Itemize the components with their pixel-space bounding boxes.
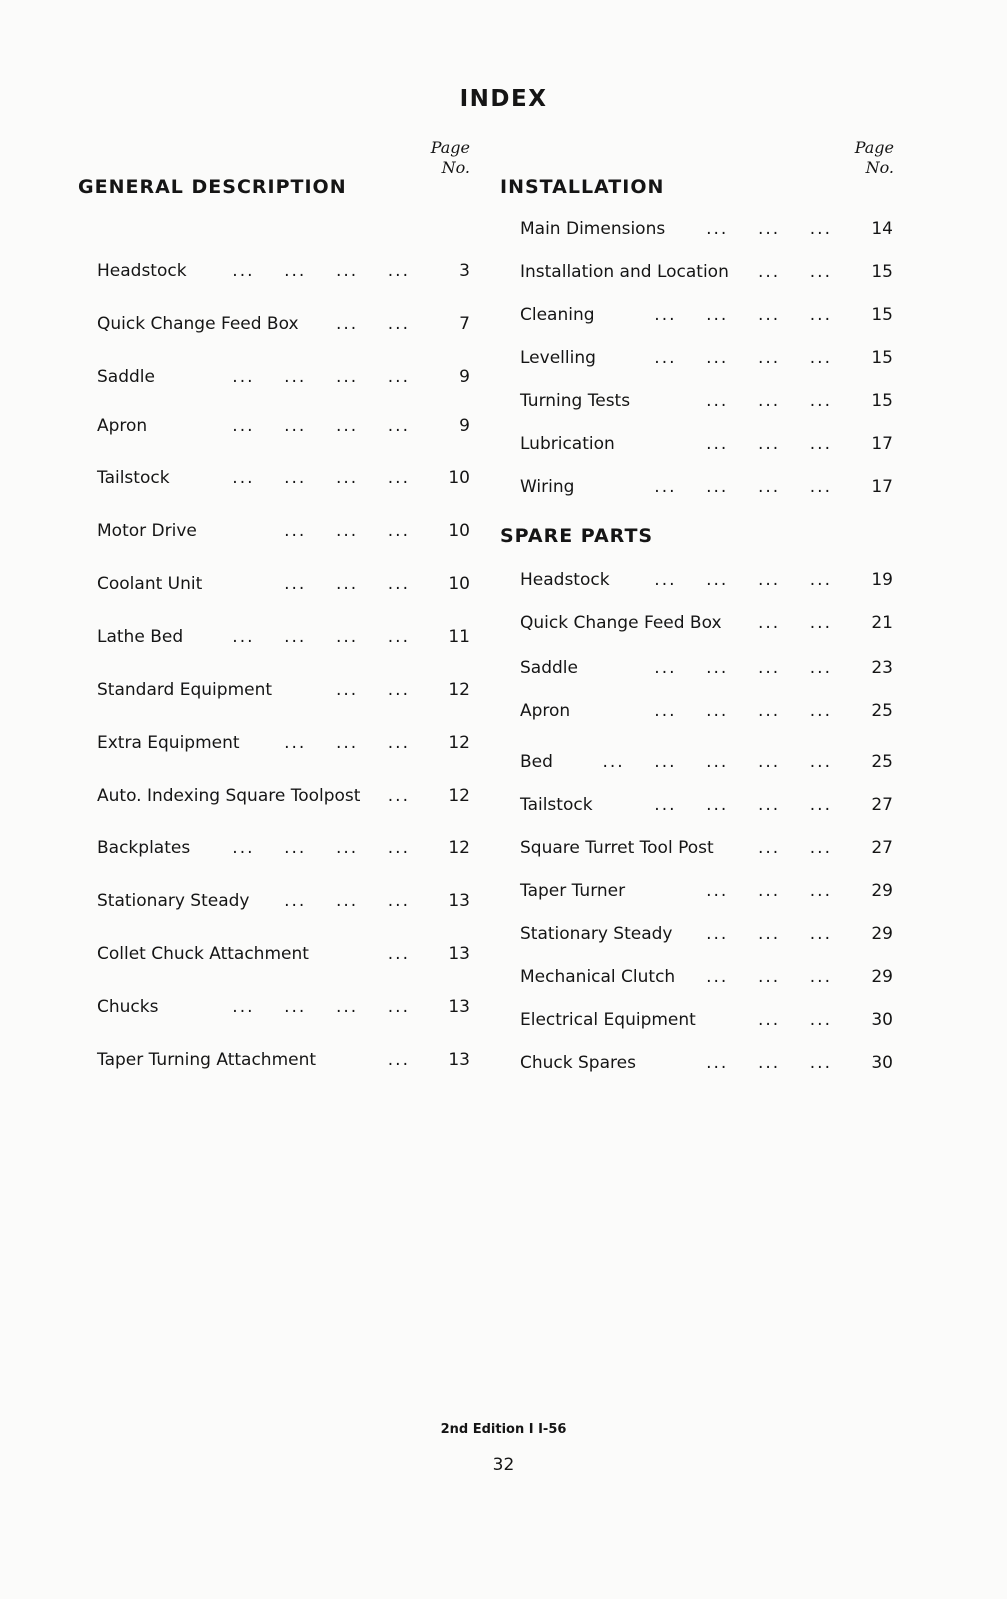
entry-page-number: 25 [871,701,893,721]
entry-page-number: 14 [871,219,893,239]
entry-page-number: 27 [871,795,893,815]
entry-page-number: 21 [871,613,893,633]
index-entry [97,890,470,912]
entry-label: Quick Change Feed Box [520,613,722,633]
page-header-line2: No. [441,158,470,177]
index-entry [97,837,470,859]
entry-leader-dots: ... ... ... [706,219,832,239]
entry-page-number: 27 [871,838,893,858]
index-entry [97,573,470,595]
entry-leader-dots: ... ... [757,1010,832,1030]
index-entry [520,794,893,816]
entry-label: Standard Equipment [97,680,273,700]
entry-leader-dots: ... ... [335,314,410,334]
entry-page-number: 11 [448,627,470,647]
entry-label: Taper Turner [520,881,626,901]
entry-page-number: 9 [459,367,470,387]
entry-page-number: 17 [871,434,893,454]
index-entry [97,415,470,437]
index-entry [97,366,470,388]
index-entry [520,700,893,722]
index-entry [520,751,893,773]
entry-page-number: 23 [871,658,893,678]
index-entry [97,313,470,335]
entry-label: Stationary Steady [520,924,673,944]
entry-leader-dots: ... ... ... [706,881,832,901]
entry-leader-dots: ... [387,786,410,806]
entry-label: Lathe Bed [97,627,184,647]
entry-page-number: 29 [871,967,893,987]
entry-page-number: 17 [871,477,893,497]
entry-page-number: 13 [448,1050,470,1070]
entry-page-number: 13 [448,944,470,964]
entry-page-number: 10 [448,521,470,541]
entry-leader-dots: ... ... [757,838,832,858]
entry-leader-dots: ... ... ... ... [232,261,410,281]
page-title: INDEX [459,86,548,112]
entry-label: Collet Chuck Attachment [97,944,309,964]
entry-label: Levelling [520,348,596,368]
entry-page-number: 9 [459,416,470,436]
entry-label: Backplates [97,838,191,858]
entry-leader-dots: ... ... ... [284,574,410,594]
section-heading-general-description: GENERAL DESCRIPTION [78,176,347,198]
entry-page-number: 13 [448,891,470,911]
index-entry [97,679,470,701]
entry-leader-dots: ... ... [335,680,410,700]
entry-page-number: 12 [448,733,470,753]
entry-label: Coolant Unit [97,574,203,594]
entry-label: Main Dimensions [520,219,666,239]
entry-label: Saddle [97,367,155,387]
section-heading-installation: INSTALLATION [500,176,665,198]
entry-label: Quick Change Feed Box [97,314,299,334]
index-entry [520,433,893,455]
index-entry [97,943,470,965]
index-entry [520,880,893,902]
entry-label: Extra Equipment [97,733,240,753]
entry-page-number: 30 [871,1053,893,1073]
entry-leader-dots: ... [387,944,410,964]
entry-leader-dots: ... ... ... ... [232,627,410,647]
page-no-header-right [824,138,894,178]
entry-page-number: 25 [871,752,893,772]
index-entry [520,923,893,945]
entry-label: Headstock [97,261,187,281]
entry-leader-dots: ... ... ... ... [232,416,410,436]
entry-leader-dots: ... ... [757,613,832,633]
entry-page-number: 19 [871,570,893,590]
index-entry [520,966,893,988]
index-entry [97,785,470,807]
entry-leader-dots: ... ... ... [706,391,832,411]
entry-leader-dots: ... ... ... [706,924,832,944]
entry-leader-dots: ... ... ... [706,1053,832,1073]
entry-leader-dots: ... ... ... [706,434,832,454]
entry-label: Installation and Location [520,262,729,282]
entry-page-number: 15 [871,305,893,325]
index-entry [520,1009,893,1031]
page-header-line1: Page [854,138,894,157]
entry-label: Square Turret Tool Post [520,838,714,858]
index-entry [97,520,470,542]
index-entry [520,476,893,498]
index-entry [520,347,893,369]
entry-page-number: 30 [871,1010,893,1030]
entry-leader-dots: ... ... ... ... [654,305,832,325]
page-header-line2: No. [865,158,894,177]
entry-label: Mechanical Clutch [520,967,676,987]
index-entry [97,732,470,754]
entry-page-number: 13 [448,997,470,1017]
index-entry [520,657,893,679]
entry-leader-dots: ... ... ... ... [654,658,832,678]
page-number: 32 [492,1455,515,1475]
edition-note: 2nd Edition I I-56 [440,1422,567,1437]
entry-label: Headstock [520,570,610,590]
section-heading-spare-parts: SPARE PARTS [500,525,654,547]
entry-leader-dots: ... ... ... ... [232,468,410,488]
entry-page-number: 12 [448,838,470,858]
index-entry [97,260,470,282]
entry-page-number: 15 [871,348,893,368]
entry-page-number: 12 [448,680,470,700]
entry-label: Chucks [97,997,159,1017]
entry-leader-dots: ... ... ... [284,733,410,753]
entry-leader-dots: ... ... ... [706,967,832,987]
entry-label: Lubrication [520,434,615,454]
index-entry [520,837,893,859]
page-header-line1: Page [430,138,470,157]
index-entry [520,1052,893,1074]
entry-leader-dots: ... ... ... ... [654,348,832,368]
entry-leader-dots: ... ... ... ... ... [602,752,832,772]
entry-leader-dots: ... ... ... ... [232,367,410,387]
entry-label: Tailstock [520,795,593,815]
entry-page-number: 10 [448,468,470,488]
entry-label: Saddle [520,658,578,678]
index-entry [520,218,893,240]
entry-page-number: 15 [871,391,893,411]
entry-leader-dots: ... [387,1050,410,1070]
entry-page-number: 3 [459,261,470,281]
entry-label: Cleaning [520,305,595,325]
entry-label: Electrical Equipment [520,1010,696,1030]
entry-leader-dots: ... ... ... [284,521,410,541]
entry-label: Chuck Spares [520,1053,636,1073]
index-entry [520,304,893,326]
entry-leader-dots: ... ... ... ... [232,838,410,858]
entry-label: Bed [520,752,553,772]
entry-label: Auto. Indexing Square Toolpost [97,786,361,806]
entry-page-number: 7 [459,314,470,334]
index-entry [520,261,893,283]
entry-page-number: 12 [448,786,470,806]
index-entry [97,626,470,648]
index-entry [97,996,470,1018]
entry-leader-dots: ... ... ... ... [232,997,410,1017]
entry-label: Stationary Steady [97,891,250,911]
index-entry [97,1049,470,1071]
entry-label: Wiring [520,477,575,497]
page-no-header-left [400,138,470,178]
entry-page-number: 29 [871,881,893,901]
index-entry [520,390,893,412]
entry-page-number: 15 [871,262,893,282]
entry-leader-dots: ... ... ... ... [654,795,832,815]
entry-label: Taper Turning Attachment [97,1050,317,1070]
entry-label: Tailstock [97,468,170,488]
index-entry [520,569,893,591]
entry-label: Turning Tests [520,391,631,411]
entry-label: Apron [520,701,571,721]
index-entry [520,612,893,634]
entry-label: Apron [97,416,148,436]
entry-label: Motor Drive [97,521,197,541]
entry-page-number: 29 [871,924,893,944]
entry-leader-dots: ... ... ... ... [654,701,832,721]
entry-leader-dots: ... ... [757,262,832,282]
entry-leader-dots: ... ... ... [284,891,410,911]
entry-leader-dots: ... ... ... ... [654,570,832,590]
index-entry [97,467,470,489]
entry-page-number: 10 [448,574,470,594]
entry-leader-dots: ... ... ... ... [654,477,832,497]
